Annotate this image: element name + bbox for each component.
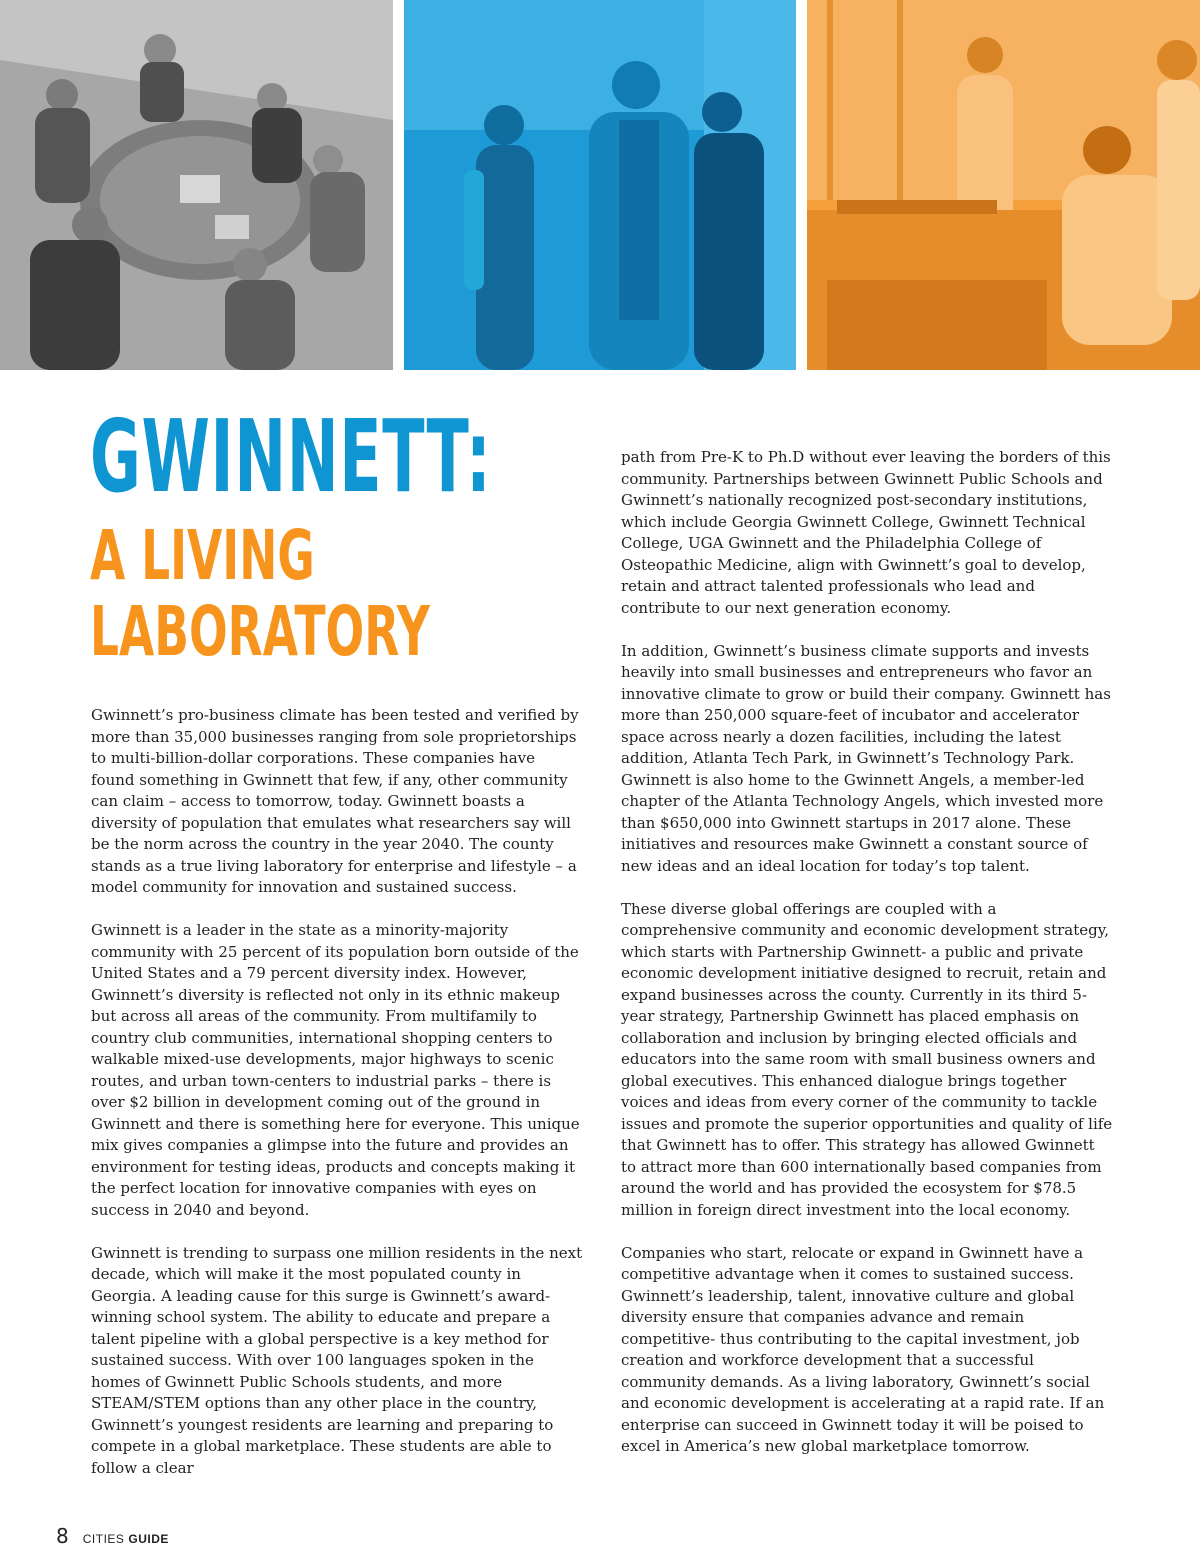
right-text-column	[621, 447, 1113, 1479]
subtitle-line-2: LABORATORY	[90, 592, 430, 672]
page-subtitle	[90, 518, 430, 670]
photo-office-discussion	[807, 0, 1200, 370]
body-paragraph: Gwinnett’s pro-business climate has been tested and verified by more than 35,000 businesses ranging from sole proprietorships to multi-billion-dollar corporations. These companies have found something in Gwinnett that few, if any, other community can claim – access to tomorrow, today. Gwinnett boasts a diversity of population that emulates what researchers say will be the norm across the country in the year 2040. The county stands as a true living laboratory for enterprise and lifestyle – a model community for innovation and sustained success.	[91, 706, 579, 896]
page-title: GWINNETT:	[90, 398, 492, 515]
left-text-column	[91, 705, 583, 1501]
body-paragraph: These diverse global offerings are coupled with a comprehensive community and economic development strategy, which starts with Partnership Gwinnett- a public and private economic development initiative designed to recruit, retain and expand businesses across the county. Currently in its third 5-year strategy, Partnership Gwinnett has placed emphasis on collaboration and inclusion by bringing elected officials and educators into the same room with small business owners and global executives. This enhanced dialogue brings together voices and ideas from every corner of the community to tackle issues and promote the superior opportunities and quality of life that Gwinnett has to offer. This strategy has allowed Gwinnett to attract more than 600 internationally based companies from around the world and has provided the ecosystem for $78.5 million in foreign direct investment into the local economy.	[621, 899, 1113, 1219]
publication-name-light: CITIES	[82, 1532, 125, 1546]
subtitle-line-1: A LIVING	[90, 516, 315, 596]
body-paragraph: Gwinnett is trending to surpass one million residents in the next decade, which will make it the most populated county in Georgia. A leading cause for this surge is Gwinnett’s award-winning school system. The ability to educate and prepare a talent pipeline with a global perspective is a key method for sustained success. With over 100 languages spoken in the homes of Gwinnett Public Schools students, and more STEAM/STEM options than any other place in the country, Gwinnett’s youngest residents are learning and preparing to compete in a global marketplace. These students are able to follow a clear	[91, 1243, 583, 1477]
page-number: 8	[56, 1524, 69, 1548]
body-paragraph: path from Pre-K to Ph.D without ever leaving the borders of this community. Partnerships between Gwinnett Public Schools and Gwinnett’s nationally recognized post-secondary institutions, which include Georgia Gwinnett College, Gwinnett Technical College, UGA Gwinnett and the Philadelphia College of Osteopathic Medicine, align with Gwinnett’s goal to develop, retain and attract talented professionals who lead and contribute to our next generation economy.	[621, 448, 1111, 617]
photo-colleagues-talking	[404, 0, 796, 370]
photo-business-meeting	[0, 0, 393, 370]
body-paragraph: Gwinnett is a leader in the state as a minority-majority community with 25 percent of its population born outside of the United States and a 79 percent diversity index. However, Gwinnett’s diversity is reflected not only in its ethnic makeup but across all areas of the community. From multifamily to country club communities, international shopping centers to walkable mixed-use developments, major highways to scenic routes, and urban town-centers to industrial parks – there is over $2 billion in development coming out of the ground in Gwinnett and there is something here for everyone. This unique mix gives companies a glimpse into the future and provides an environment for testing ideas, products and concepts making it the perfect location for innovative companies with eyes on success in 2040 and beyond.	[91, 921, 580, 1219]
body-paragraph: In addition, Gwinnett’s business climate supports and invests heavily into small businesses and entrepreneurs who favor an innovative climate to grow or build their company. Gwinnett has more than 250,000 square-feet of incubator and accelerator space across nearly a dozen facilities, including the latest addition, Atlanta Tech Park, in Gwinnett’s Technology Park. Gwinnett is also home to the Gwinnett Angels, a member-led chapter of the Atlanta Technology Angels, which invested more than $650,000 into Gwinnett startups in 2017 alone. These initiatives and resources make Gwinnett a constant source of new ideas and an ideal location for today’s top talent.	[621, 641, 1111, 875]
body-paragraph: Companies who start, relocate or expand in Gwinnett have a competitive advantage when it comes to sustained success. Gwinnett’s leadership, talent, innovative culture and global diversity ensure that companies advance and remain competitive- thus contributing to the capital investment, job creation and workforce development that a successful community demands. As a living laboratory, Gwinnett’s social and economic development is accelerating at a rapid rate. If an enterprise can succeed in Gwinnett today it will be poised to excel in America’s new global marketplace tomorrow.	[621, 1243, 1105, 1455]
page-footer	[56, 1524, 169, 1548]
publication-name-bold: GUIDE	[128, 1532, 169, 1546]
